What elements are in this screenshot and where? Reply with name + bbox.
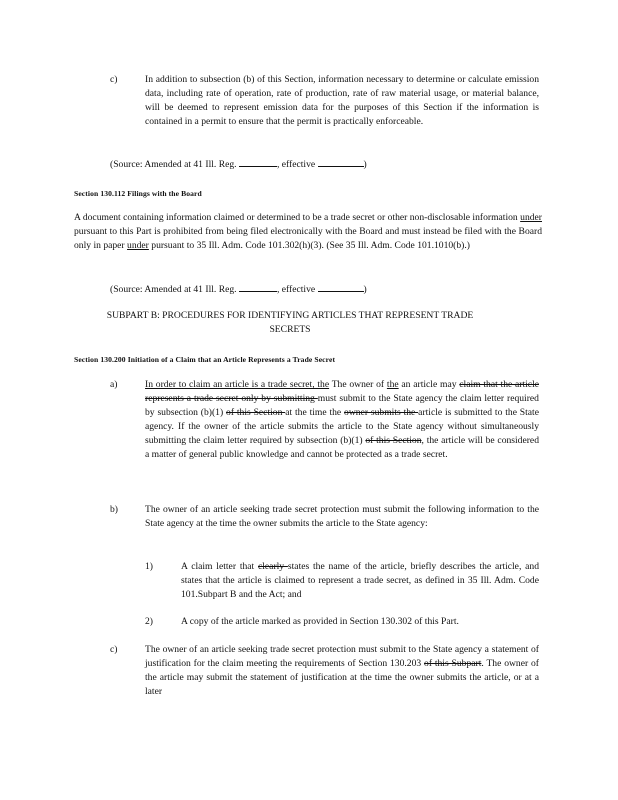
item-label-c-second: c)	[110, 644, 118, 655]
deleted-text: of this Section	[365, 435, 422, 446]
source-note-tail: )	[363, 159, 367, 170]
inserted-text: the	[386, 379, 399, 390]
source-note-2	[110, 282, 490, 297]
deleted-text: claim that the article represents a trade secret only by submitting	[145, 379, 539, 404]
source-note-lead: (Source: Amended at 41 Ill. Reg.	[110, 284, 239, 295]
item-label-b: b)	[110, 504, 118, 515]
source-note-1	[110, 157, 490, 172]
section-heading-130-112: Section 130.112 Filings with the Board	[74, 189, 202, 198]
text-run: at the time the	[285, 407, 345, 418]
blank-line	[239, 282, 277, 292]
deleted-text: of this Section	[226, 407, 286, 418]
text-run: article is submitted to the State agency. If the owner of the article submits the article to the State agency without simultaneously submitting the claim letter required by subsection (b)(1)	[145, 407, 539, 446]
inserted-text: In order to claim an article is a trade secret, the	[145, 379, 330, 390]
blank-line	[318, 157, 364, 167]
text-run: , the article will be considered a matter of general public knowledge and cannot be protected as a trade secret.	[145, 435, 539, 460]
blank-line	[239, 157, 277, 167]
text-run: The owner of an article seeking trade secret protection must submit to the State agency a statement of justification for the claim meeting the requirements of Section 130.203	[145, 644, 539, 669]
text-run: pursuant to this Part is prohibited from being filed electronically with the Board and must instead be filed with the Board only in paper	[74, 226, 542, 251]
text-run: an article may	[398, 379, 460, 390]
source-note-lead: (Source: Amended at 41 Ill. Reg.	[110, 159, 239, 170]
paragraph-a-claim	[145, 378, 539, 462]
text-run: A document containing information claimed or determined to be a trade secret or other non-disclosable information	[74, 212, 521, 223]
text-run: must submit to the State agency the claim letter required by subsection (b)(1)	[145, 393, 539, 418]
paragraph-b-1-claim-letter	[181, 560, 539, 602]
paragraph-filings-with-board	[74, 211, 542, 253]
text-run: A claim letter that	[181, 561, 258, 572]
deleted-text: owner submits the	[344, 407, 419, 418]
item-label-b-2: 2)	[145, 616, 153, 627]
paragraph-b-2-copy: A copy of the article marked as provided in Section 130.302 of this Part.	[181, 616, 459, 627]
source-note-mid: , effective	[276, 284, 318, 295]
paragraph-c-emission-data: In addition to subsection (b) of this Section, information necessary to determine or calculate emission data, including rate of operation, rate of production, rate of raw material usage, or material balance, will be deemed to represent emission data for the purposes of this Section if the information is contained in a permit to ensure that the permit is practically enforceable.	[145, 74, 539, 127]
subpart-b-title: SUBPART B: PROCEDURES FOR IDENTIFYING ARTICLES THAT REPRESENT TRADE SECRETS	[106, 310, 474, 335]
section-heading-130-200: Section 130.200 Initiation of a Claim that an Article Represents a Trade Secret	[74, 355, 336, 364]
text-run: The owner of	[329, 379, 387, 390]
text-run: states the name of the article, briefly describes the article, and states that the article is claimed to represent a trade secret, as defined in 35 Ill. Adm. Code 101.Subpart B and the Act; and	[181, 561, 539, 600]
inserted-text: under	[520, 212, 542, 223]
blank-line	[318, 282, 364, 292]
text-run: pursuant to 35 Ill. Adm. Code 101.302(h)(3). (See 35 Ill. Adm. Code 101.1010(b).)	[148, 240, 470, 251]
item-label-a: a)	[110, 379, 118, 390]
inserted-text: under	[127, 240, 149, 251]
paragraph-b-information: The owner of an article seeking trade secret protection must submit the following information to the State agency at the time the owner submits the article to the State agency:	[145, 504, 539, 529]
deleted-text: of this Subpart	[424, 658, 482, 669]
text-run: . The owner of the article may submit the statement of justification at the time the owner submits the article, or at a later	[145, 658, 539, 697]
item-label-c-first: c)	[110, 74, 118, 85]
source-note-tail: )	[363, 284, 367, 295]
deleted-text: clearly	[258, 561, 288, 572]
source-note-mid: , effective	[276, 159, 318, 170]
item-label-b-1: 1)	[145, 561, 153, 572]
paragraph-c-statement-of-justification	[145, 643, 539, 699]
